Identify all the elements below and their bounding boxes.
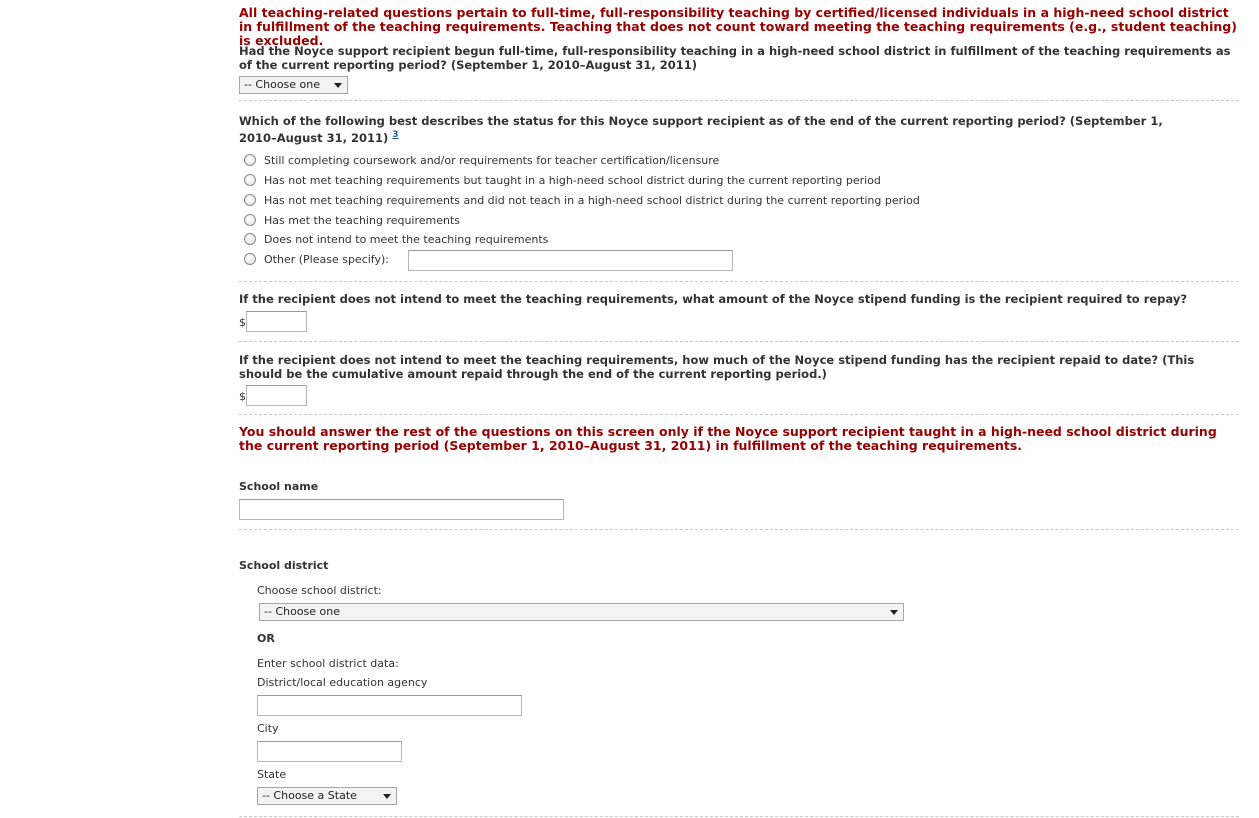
q2-option-3[interactable] [244,193,920,209]
divider [239,341,1239,342]
district-agency-label: District/local education agency [257,676,428,689]
q2-option-label: Has not met teaching requirements and did not teach in a high-need school district during the current reporting period [264,194,920,207]
q2-option-label: Has met the teaching requirements [264,214,461,227]
chevron-down-icon [890,610,898,615]
radio-button[interactable] [244,174,256,186]
q4-question: If the recipient does not intend to meet the teaching requirements, how much of the Noyce stipend funding has the recipient repaid to date? (This should be the cumulative amount repaid through the end of the current reporting period.) [239,353,1195,381]
city-label: City [257,722,279,735]
radio-button[interactable] [244,233,256,245]
divider [239,281,1239,282]
state-label: State [257,768,287,781]
q2-question [239,114,1189,145]
radio-button[interactable] [244,253,256,265]
school-district-label: School district [239,559,329,572]
currency-symbol: $ [239,316,246,329]
radio-button[interactable] [244,214,256,226]
city-input[interactable] [257,741,402,762]
q2-option-label: Has not met teaching requirements but taught in a high-need school district during the current reporting period [264,174,881,187]
q2-option-4[interactable] [244,213,460,229]
radio-button[interactable] [244,194,256,206]
repaid-to-date-input[interactable] [246,385,307,406]
currency-symbol: $ [239,390,246,403]
school-name-input[interactable] [239,499,564,520]
chevron-down-icon [383,794,391,799]
required-repay-input[interactable] [246,311,307,332]
q2-option-label: Does not intend to meet the teaching requirements [264,233,549,246]
q2-option-label: Still completing coursework and/or requirements for teacher certification/licensure [264,154,720,167]
q1-question: Had the Noyce support recipient begun full-time, full-responsibility teaching in a high-need school district in fulfillment of the teaching requirements as of the current reporting period? (September 1, 2010–August 31, 2011) [239,44,1231,72]
divider [239,100,1239,101]
or-label: OR [257,632,275,645]
q2-option-5[interactable] [244,232,548,248]
chevron-down-icon [334,83,342,88]
q2-option-1[interactable] [244,153,719,169]
radio-button[interactable] [244,154,256,166]
choose-district-label: Choose school district: [257,584,382,597]
state-select[interactable] [257,787,397,805]
footnote-link[interactable]: 3 [392,130,399,140]
district-agency-input[interactable] [257,695,522,716]
divider [239,529,1239,530]
divider [239,414,1239,415]
q2-option-6[interactable] [244,252,389,268]
q2-option-label: Other (Please specify): [264,253,389,266]
q3-question: If the recipient does not intend to meet the teaching requirements, what amount of the Noyce stipend funding is the recipient required to repay? [239,292,1187,306]
q2-option-2[interactable] [244,173,881,189]
divider [239,816,1239,817]
q1-select-value: -- Choose one [244,78,321,91]
state-select-value: -- Choose a State [262,789,357,802]
enter-district-label: Enter school district data: [257,657,399,670]
q1-select[interactable] [239,76,348,94]
intro-note: All teaching-related questions pertain to full-time, full-responsibility teaching by certified/licensed individuals in a high-need school district in fulfillment of the teaching requirements. Teaching that does not count toward meeting the teaching requirements (e.g., student teaching) is excluded. [239,5,1237,48]
q2-question-text: Which of the following best describes the status for this Noyce support recipient as of the end of the current reporting period? (September 1, 2010–August 31, 2011) [239,114,1163,145]
conditional-note: You should answer the rest of the questions on this screen only if the Noyce support recipient taught in a high-need school district during the current reporting period (September 1, 2010–August 31, 2011) in fulfillment of the teaching requirements. [239,424,1217,453]
school-name-label: School name [239,480,319,493]
other-specify-input[interactable] [408,250,733,271]
district-select-value: -- Choose one [264,605,341,618]
school-district-select[interactable] [259,603,904,621]
